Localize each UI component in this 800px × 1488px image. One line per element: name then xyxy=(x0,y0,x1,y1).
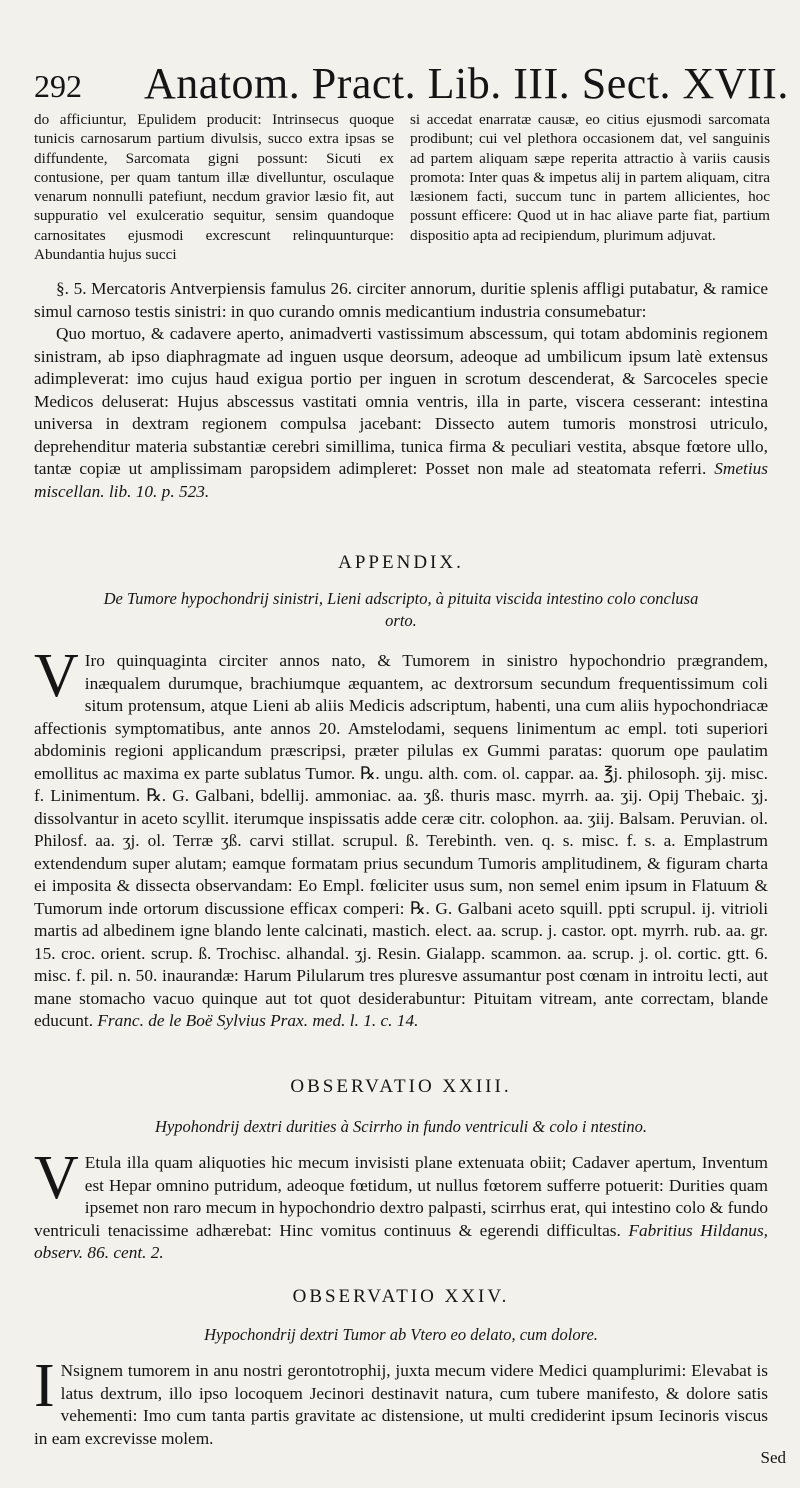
section-5-body xyxy=(34,323,768,503)
section-5-text: Quo mortuo, & cadavere aperto, animadverti vastissimum abscessum, qui totam abdominis regionem sinistram, ab ipso diaphragmate ad inguen usque deorsum, adeoque ad umbilicum ipsum latè extensus adimpleverat: imo cujus haud exigua portio per inguen in scrotum descenderat, & Sarcoceles specie Medicos deluserat: Hujus abscessus vastitati omnia ventris, illa in parte, viscera cesserant: intestina universa in dextram regionem compulsa jacebant: Dissecto autem tumoris monstrosi utriculo, deprehenditur materia substantiæ cerebri simillima, tunica firma & peculiari vestita, absque fœtore ullo, tantæ copiæ ut amplissimam paropsidem adimpleret: Posset non male ad steatomata referri. xyxy=(34,324,768,478)
left-column: do afficiuntur, Epulidem producit: Intrinsecus quoque tunicis carnosarum partium divulsis, succo extra ipsas se diffundente, Sarcomata gigni possunt: Sicuti ex contusione, per quam tantum illæ divelluntur, osculaque venarum nonnulli patefiunt, necdum gravior læsio fit, aut suppuratio vel exulceratio sequitur, sensim quandoque carnositates ejusmodi excrescunt relinquunturque: Abundantia hujus succi xyxy=(34,111,394,264)
right-column: si accedat enarratæ causæ, eo citius ejusmodi sarcomata prodibunt; cui vel plethora occasionem dat, vel sanguinis ad partem aliquam sæpe reperita attractio à variis causis promota: Inter quas & impetus alij in partem aliquam, citra læsionem facti, succum tunc in partem allicientes, hoc possunt efficere: Quod ut in hac aliave parte fiat, partium dispositio apta ad recipiendum, plurimum adjuvat. xyxy=(410,111,770,244)
page-number: 292 xyxy=(34,68,82,104)
obs23-citation: Fabritius Hildanus, observ. 86. cent. 2. xyxy=(34,1220,768,1262)
appendix xyxy=(34,552,768,1033)
appendix-body xyxy=(34,642,768,1033)
running-title: Anatom. Pract. Lib. III. Sect. XVII. xyxy=(144,59,789,108)
obs24-heading: OBSERVATIO XXIV. xyxy=(292,1286,510,1307)
section-5 xyxy=(34,278,768,503)
appendix-dropcap: V xyxy=(34,642,79,710)
appendix-citation: Franc. de le Boë Sylvius Prax. med. l. 1. c. 14. xyxy=(97,1011,419,1030)
obs23-text: Etula illa quam aliquoties hic mecum invisisti plane extenuata obiit; Cadaver apertum, Inventum est Hepar omnino putridum, adeoque fœtidum, ut nullus fœtorem sufferre potuerit: Durities quam ipsemet non raro mecum in hypochondrio dextro palpasti, scirrhus erat, qui intestino colo & fundo ventriculi tenacissime adhærebat: Hinc vomitus continuus & egerendi difficultas. xyxy=(34,1153,768,1240)
two-column-block xyxy=(34,110,770,264)
appendix-text: Iro quinquaginta circiter annos nato, & Tumorem in sinistro hypochondrio prægrandem, inæqualem durumque, brachiumque æquantem, ac dextrorsum secundum frequentissimum coli situm protensum, atque Lieni ab aliis Medicis adscriptum, habenti, una cum aliis hypochondriacæ affectionis symptomatibus, ante annos 20. Amstelodami, sequens linimentum ac empl. toti superiori abdominis regioni applicandum præscripsi, præter pilulas ex Gummi paratas: quorum ope paulatim emollitus ac maxima ex parte sublatus Tumor. ℞. ungu. alth. com. ol. cappar. aa. ℥j. philosoph. ʒij. misc. f. Linimentum. ℞. G. Galbani, bdellij. ammoniac. aa. ʒß. thuris masc. myrrh. aa. ʒij. Opij Thebaic. ʒj. dissolvantur in aceto scyllit. iterumque inspissatis adde ceræ citr. colophon. aa. ʒiij. Balsam. Peruvian. ol. Philosf. aa. ʒj. ol. Terræ ʒß. carvi stillat. scrupul. ß. Terebinth. ven. q. s. misc. f. s. a. Emplastrum extendendum super alutam; eamque formatam prius secundum Tumoris amplitudinem, & figuram charta ei imposita & dissecta observandam: Eo Empl. fœliciter usus sum, non semel enim ipsum in Flatuum & Tumorum inde ortorum discussione efficax comperi: ℞. G. Galbani aceto squill. ppti scrupul. ij. vitrioli martis ad albedinem igne blando lente calcinati, mastich. elect. aa. scrup. j. castor. opt. myrrh. rub. aa. gr. 15. croc. orient. scrup. ß. Trochisc. alhandal. ʒj. Resin. Gialapp. scammon. aa. scrup. j. ol. cortic. gtt. 6. misc. f. pil. n. 50. inaurandæ: Harum Pilularum tres pluresve assumantur post cœnam in introitu lecti, aut mane stomacho vacuo quinque aut tot quot desiderabuntur: Pituitam vitream, ante correctam, blande educunt. xyxy=(34,651,768,1030)
observatio-23 xyxy=(34,1076,768,1265)
appendix-heading: APPENDIX. xyxy=(338,552,464,573)
obs24-text: Nsignem tumorem in anu nostri gerontotrophij, juxta mecum videre Medici quamplurimi: Elevabat is latus dextrum, illo ipso locoquem Jecinori destinavit natura, cum tubere manifesto, & dolore satis vehementi: Imo cum tanta partis gravitate ac distensione, ut multi crediderint ipsum Iecinoris viscus in eam excrevisse molem. xyxy=(34,1361,768,1448)
obs24-body xyxy=(34,1352,768,1450)
section-5-citation: Smetius miscellan. lib. 10. p. 523. xyxy=(34,459,768,501)
catchword: Sed xyxy=(760,1448,786,1467)
obs24-subtitle: Hypochondrij dextri Tumor ab Vtero eo delato, cum dolore. xyxy=(204,1325,598,1344)
section-5-intro: §. 5. Mercatoris Antverpiensis famulus 26. circiter annorum, duritie splenis affligi putabatur, & ramice simul carnoso testis sinistri: in quo curando omnis medicantium industria consumebatur: xyxy=(34,279,768,321)
obs23-dropcap: V xyxy=(34,1144,79,1212)
obs23-body xyxy=(34,1144,768,1265)
obs23-heading: OBSERVATIO XXIII. xyxy=(290,1076,512,1097)
obs24-dropcap: I xyxy=(34,1352,55,1420)
page-header xyxy=(34,58,789,110)
appendix-subtitle: De Tumore hypochondrij sinistri, Lieni adscripto, à pituita viscida intestino colo conclusa orto. xyxy=(103,589,699,630)
obs23-subtitle: Hypohondrij dextri durities à Scirrho in fundo ventriculi & colo i ntestino. xyxy=(155,1117,647,1136)
observatio-24 xyxy=(34,1286,768,1450)
